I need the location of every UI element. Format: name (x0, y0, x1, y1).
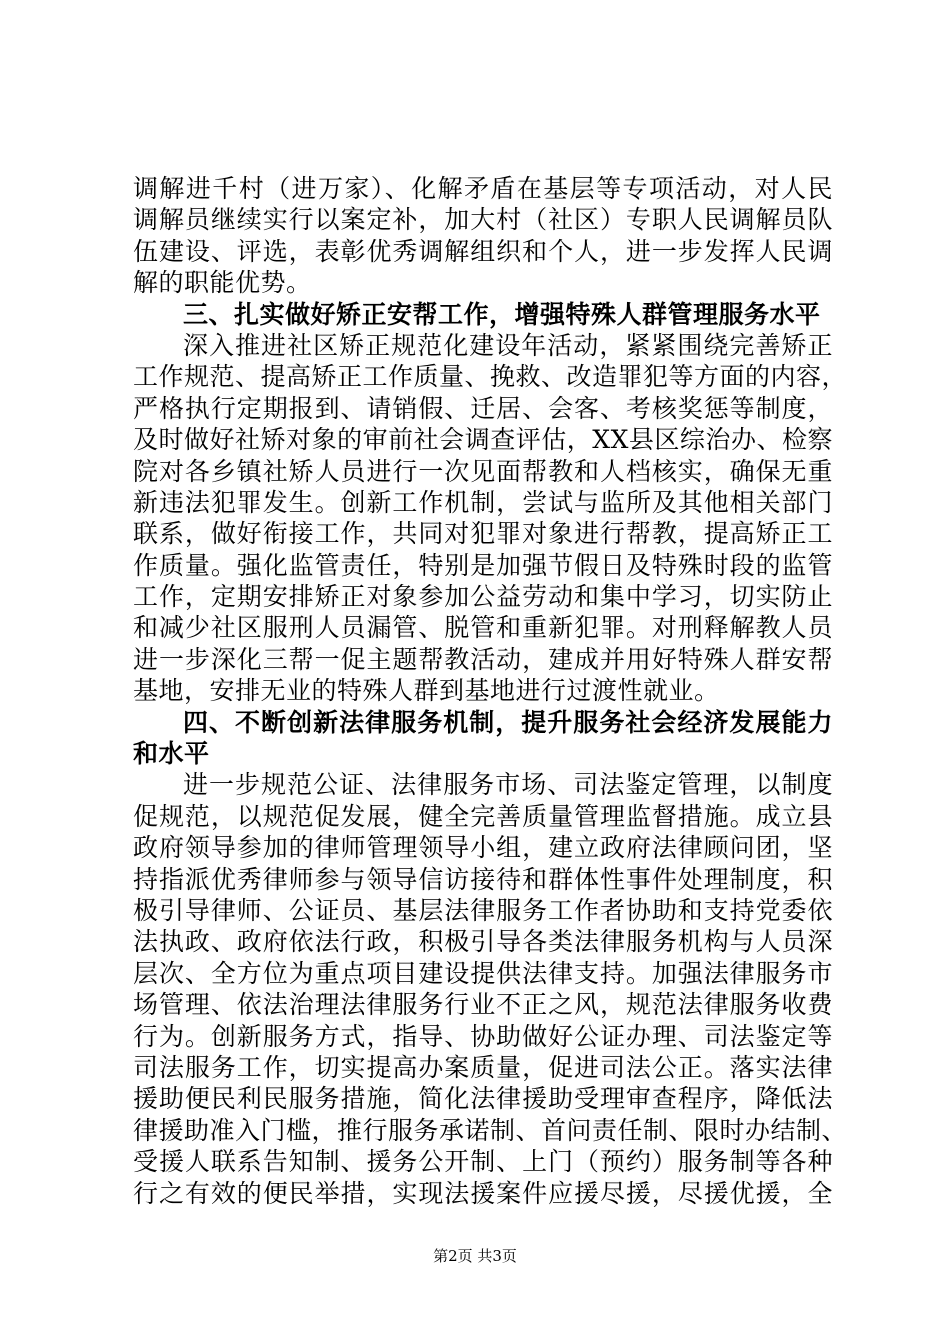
text-line: 新违法犯罪发生。创新工作机制，尝试与监所及其他相关部门 (133, 487, 833, 517)
text-line: 基地，安排无业的特殊人群到基地进行过渡性就业。 (133, 676, 720, 706)
text-line: 层次、全方位为重点项目建设提供法律支持。加强法律服务市 (133, 958, 833, 988)
section-heading-3 (133, 299, 833, 330)
heading-line: 和水平 (133, 739, 210, 769)
text-line: 极引导律师、公证员、基层法律服务工作者协助和支持党委依 (133, 895, 833, 925)
paragraph-continuation (133, 173, 833, 299)
text-line: 院对各乡镇社矫人员进行一次见面帮教和人档核实，确保无重 (133, 456, 833, 486)
text-line: 援助便民利民服务措施，简化法律援助受理审查程序，降低法 (133, 1084, 833, 1114)
text-line: 及时做好社矫对象的审前社会调查评估，XX县区综治办、检察 (133, 425, 833, 455)
paragraph-section-4 (133, 769, 848, 1208)
text-line: 进一步规范公证、法律服务市场、司法鉴定管理，以制度 (183, 770, 833, 800)
text-line: 场管理、依法治理法律服务行业不正之风，规范法律服务收费 (133, 990, 833, 1020)
heading-line: 三、扎实做好矫正安帮工作，增强特殊人群管理服务水平 (183, 299, 821, 329)
text-line: 伍建设、评选，表彰优秀调解组织和个人，进一步发挥人民调 (133, 236, 833, 266)
text-line: 进一步深化三帮一促主题帮教活动，建成并用好特殊人群安帮 (133, 644, 833, 674)
text-line: 行为。创新服务方式，指导、协助做好公证办理、司法鉴定等 (133, 1021, 833, 1051)
document-body (133, 173, 848, 1209)
text-line: 持指派优秀律师参与领导信访接待和群体性事件处理制度，积 (133, 864, 833, 894)
text-line: 行之有效的便民举措，实现法援案件应援尽援，尽援优援，全 (133, 1178, 833, 1208)
text-line: 和减少社区服刑人员漏管、脱管和重新犯罪。对刑释解教人员 (133, 613, 833, 643)
text-line: 调解进千村（进万家）、化解矛盾在基层等专项活动，对人民 (133, 174, 833, 203)
text-line: 促规范，以规范促发展，健全完善质量管理监督措施。成立县 (133, 801, 833, 831)
text-line: 深入推进社区矫正规范化建设年活动，紧紧围绕完善矫正 (183, 330, 833, 360)
heading-line: 四、不断创新法律服务机制，提升服务社会经济发展能力 (183, 707, 833, 737)
text-line: 法执政、政府依法行政，积极引导各类法律服务机构与人员深 (133, 927, 833, 957)
text-line: 解的职能优势。 (133, 268, 312, 298)
paragraph-section-3 (133, 330, 848, 707)
text-line: 政府领导参加的律师管理领导小组，建立政府法律顾问团，坚 (133, 833, 833, 863)
text-line: 律援助准入门槛，推行服务承诺制、首问责任制、限时办结制、 (133, 1115, 848, 1145)
text-line: 作质量。强化监管责任，特别是加强节假日及特殊时段的监管 (133, 550, 833, 580)
text-line: 司法服务工作，切实提高办案质量，促进司法公正。落实法律 (133, 1052, 833, 1082)
text-line: 调解员继续实行以案定补，加大村（社区）专职人民调解员队 (133, 205, 833, 235)
section-heading-4 (133, 707, 833, 770)
page-number-footer: 第2页 共3页 (433, 1247, 517, 1265)
text-line: 严格执行定期报到、请销假、迁居、会客、考核奖惩等制度， (133, 393, 833, 423)
text-line: 受援人联系告知制、援务公开制、上门（预约）服务制等各种 (133, 1147, 833, 1177)
text-line: 工作，定期安排矫正对象参加公益劳动和集中学习，切实防止 (133, 582, 833, 612)
text-line: 联系，做好衔接工作，共同对犯罪对象进行帮教，提高矫正工 (133, 519, 833, 549)
text-line: 工作规范、提高矫正工作质量、挽救、改造罪犯等方面的内容， (133, 362, 848, 392)
